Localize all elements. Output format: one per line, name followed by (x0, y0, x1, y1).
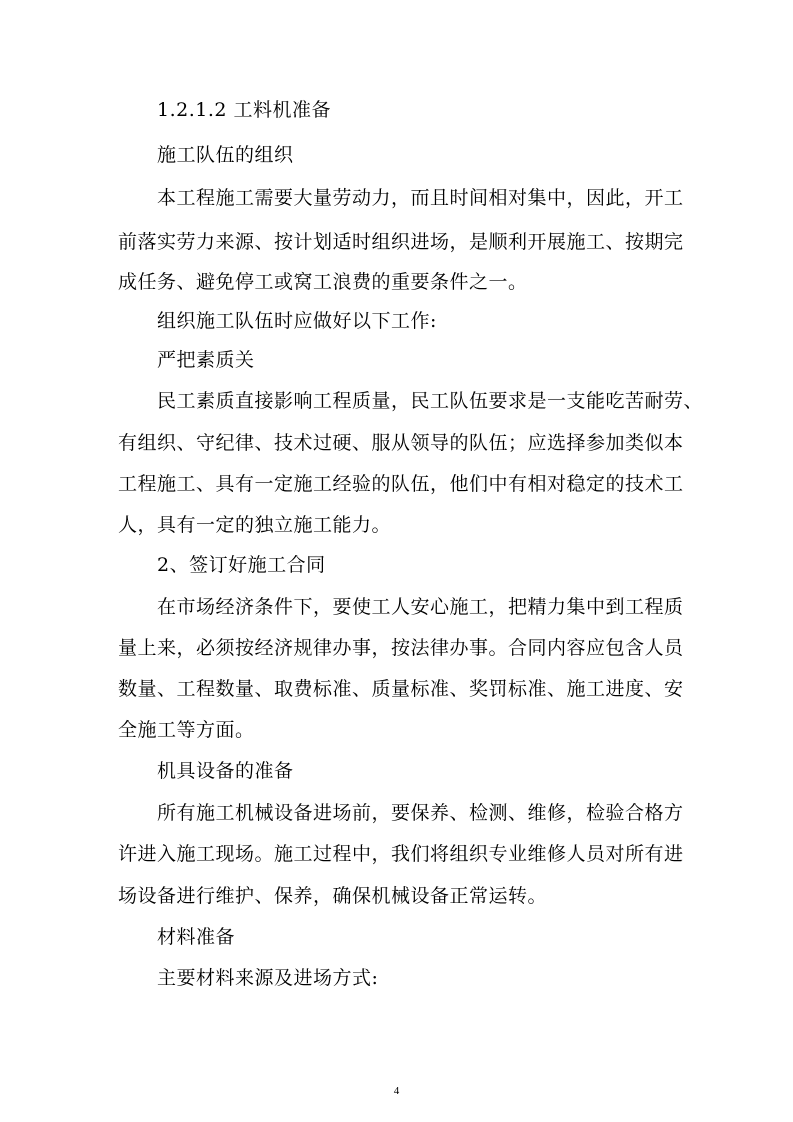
paragraph-line: 民工素质直接影响工程质量，民工队伍要求是一支能吃苦耐劳、 (157, 390, 704, 412)
paragraph-line: 成任务、避免停工或窝工浪费的重要条件之一。 (118, 271, 528, 293)
paragraph-line: 场设备进行维护、保养，确保机械设备正常运转。 (118, 885, 548, 907)
paragraph-line: 前落实劳力来源、按计划适时组织进场，是顺利开展施工、按期完 (118, 231, 684, 253)
subheading-contract: 2、签订好施工合同 (157, 554, 326, 576)
paragraph-line: 主要材料来源及进场方式: (157, 967, 379, 989)
paragraph-line: 组织施工队伍时应做好以下工作: (157, 310, 437, 332)
subheading-quality-control: 严把素质关 (157, 349, 255, 371)
paragraph-line: 有组织、守纪律、技术过硬、服从领导的队伍；应选择参加类似本 (118, 432, 684, 454)
paragraph-line: 数量、工程数量、取费标准、质量标准、奖罚标准、施工进度、安 (118, 678, 684, 700)
paragraph-line: 所有施工机械设备进场前，要保养、检测、维修，检验合格方 (157, 802, 684, 824)
page-number: 4 (393, 1085, 400, 1097)
paragraph-line: 人，具有一定的独立施工能力。 (118, 514, 392, 536)
paragraph-line: 在市场经济条件下，要使工人安心施工，把精力集中到工程质 (157, 596, 684, 618)
paragraph-line: 许进入施工现场。施工过程中，我们将组织专业维修人员对所有进 (118, 843, 684, 865)
subheading-team-organization: 施工队伍的组织 (157, 144, 294, 166)
paragraph-line: 全施工等方面。 (118, 719, 255, 741)
paragraph-line: 量上来，必须按经济规律办事，按法律办事。合同内容应包含人员 (118, 637, 684, 659)
paragraph-line: 工程施工、具有一定施工经验的队伍，他们中有相对稳定的技术工 (118, 473, 684, 495)
subheading-materials: 材料准备 (157, 926, 236, 948)
paragraph-line: 本工程施工需要大量劳动力，而且时间相对集中，因此，开工 (157, 187, 684, 209)
section-heading: 1.2.1.2 工料机准备 (157, 99, 332, 121)
subheading-equipment: 机具设备的准备 (157, 760, 294, 782)
